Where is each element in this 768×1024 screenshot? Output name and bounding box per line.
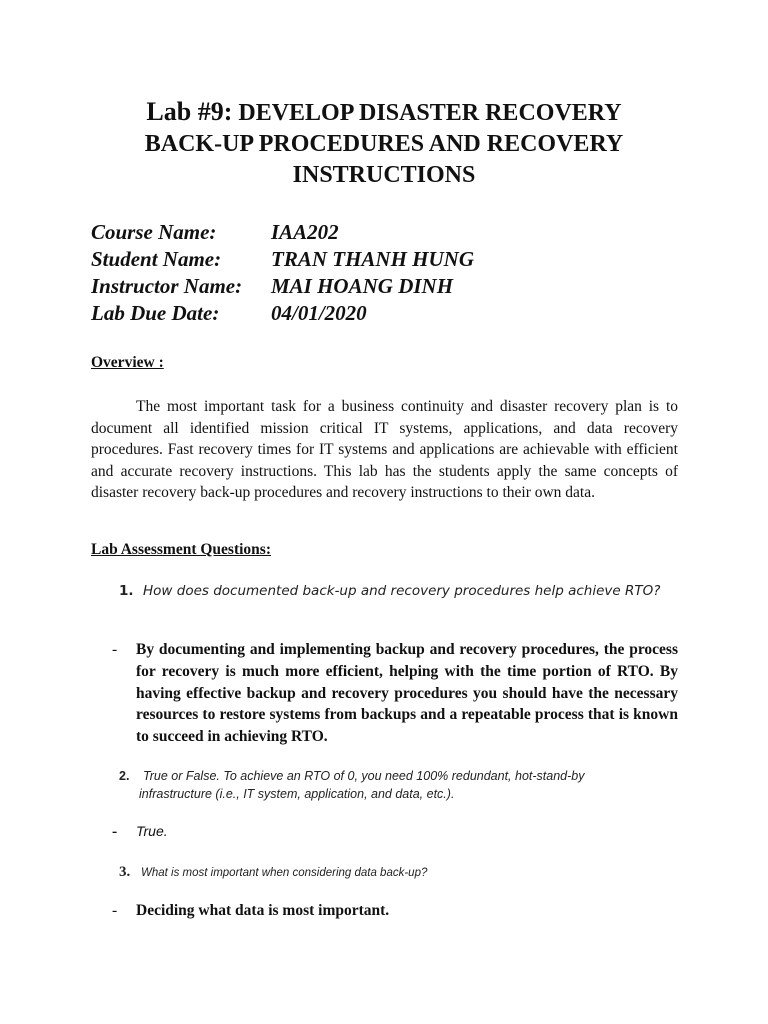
question-2 [119, 767, 677, 803]
title-line-2: BACK-UP PROCEDURES AND RECOVERY [144, 131, 624, 157]
question-2-text-line-2: infrastructure (i.e., IT system, application, and data, etc.). [139, 787, 455, 801]
answer-2-dash: - [112, 823, 118, 840]
overview-paragraph [91, 396, 678, 504]
answer-1 [112, 639, 678, 748]
assessment-heading: Lab Assessment Questions: [91, 541, 271, 558]
question-2-number: 2. [119, 769, 130, 783]
answer-2-text: True. [136, 823, 168, 839]
answer-1-text: By documenting and implementing backup and recovery procedures, the process for recovery is much more efficient, helping with the time portion of RTO. By having effective backup and recovery procedures you should have the necessary resources to restore systems from backups and a repeatable process that is known to succeed in achieving RTO. [136, 641, 678, 746]
student-name-row [91, 246, 474, 273]
due-date-row [91, 300, 474, 327]
answer-2 [112, 821, 678, 843]
student-name-label: Student Name: [91, 247, 222, 271]
document-title [0, 96, 768, 191]
answer-3 [112, 900, 678, 922]
answer-3-dash: - [112, 902, 118, 919]
answer-1-dash: - [112, 641, 118, 658]
student-name-value: TRAN THANH HUNG [271, 247, 475, 271]
course-name-value: IAA202 [271, 220, 339, 244]
due-date-label: Lab Due Date: [91, 301, 220, 325]
overview-heading: Overview : [91, 354, 164, 371]
question-1-text: How does documented back-up and recovery procedures help achieve RTO? [143, 583, 661, 599]
question-3-text: What is most important when considering data back-up? [141, 867, 428, 879]
course-name-label: Course Name: [91, 220, 217, 244]
question-3-number: 3. [119, 864, 131, 880]
question-1-number: 1. [119, 583, 134, 599]
question-1 [119, 581, 677, 602]
course-name-row [91, 219, 474, 246]
overview-text: The most important task for a business continuity and disaster recovery plan is to document all identified mission critical IT systems, applications, and data recovery procedures. Fast recovery times for IT systems and applications are achievable with efficient and accurate recovery instructions. This lab has the students apply the same concepts of disaster recovery back-up procedures and recovery instructions to their own data. [91, 398, 678, 502]
lab-number: Lab #9: [146, 97, 233, 126]
question-3 [119, 863, 677, 882]
question-2-text-line-1: True or False. To achieve an RTO of 0, you need 100% redundant, hot-stand-by [143, 769, 585, 783]
title-line-3: INSTRUCTIONS [292, 162, 476, 188]
instructor-name-value: MAI HOANG DINH [271, 274, 454, 298]
instructor-name-label: Instructor Name: [91, 274, 243, 298]
course-info [91, 219, 474, 327]
due-date-value: 04/01/2020 [271, 301, 367, 325]
title-line-1: DEVELOP DISASTER RECOVERY [238, 100, 622, 126]
instructor-name-row [91, 273, 474, 300]
answer-3-text: Deciding what data is most important. [136, 902, 390, 919]
